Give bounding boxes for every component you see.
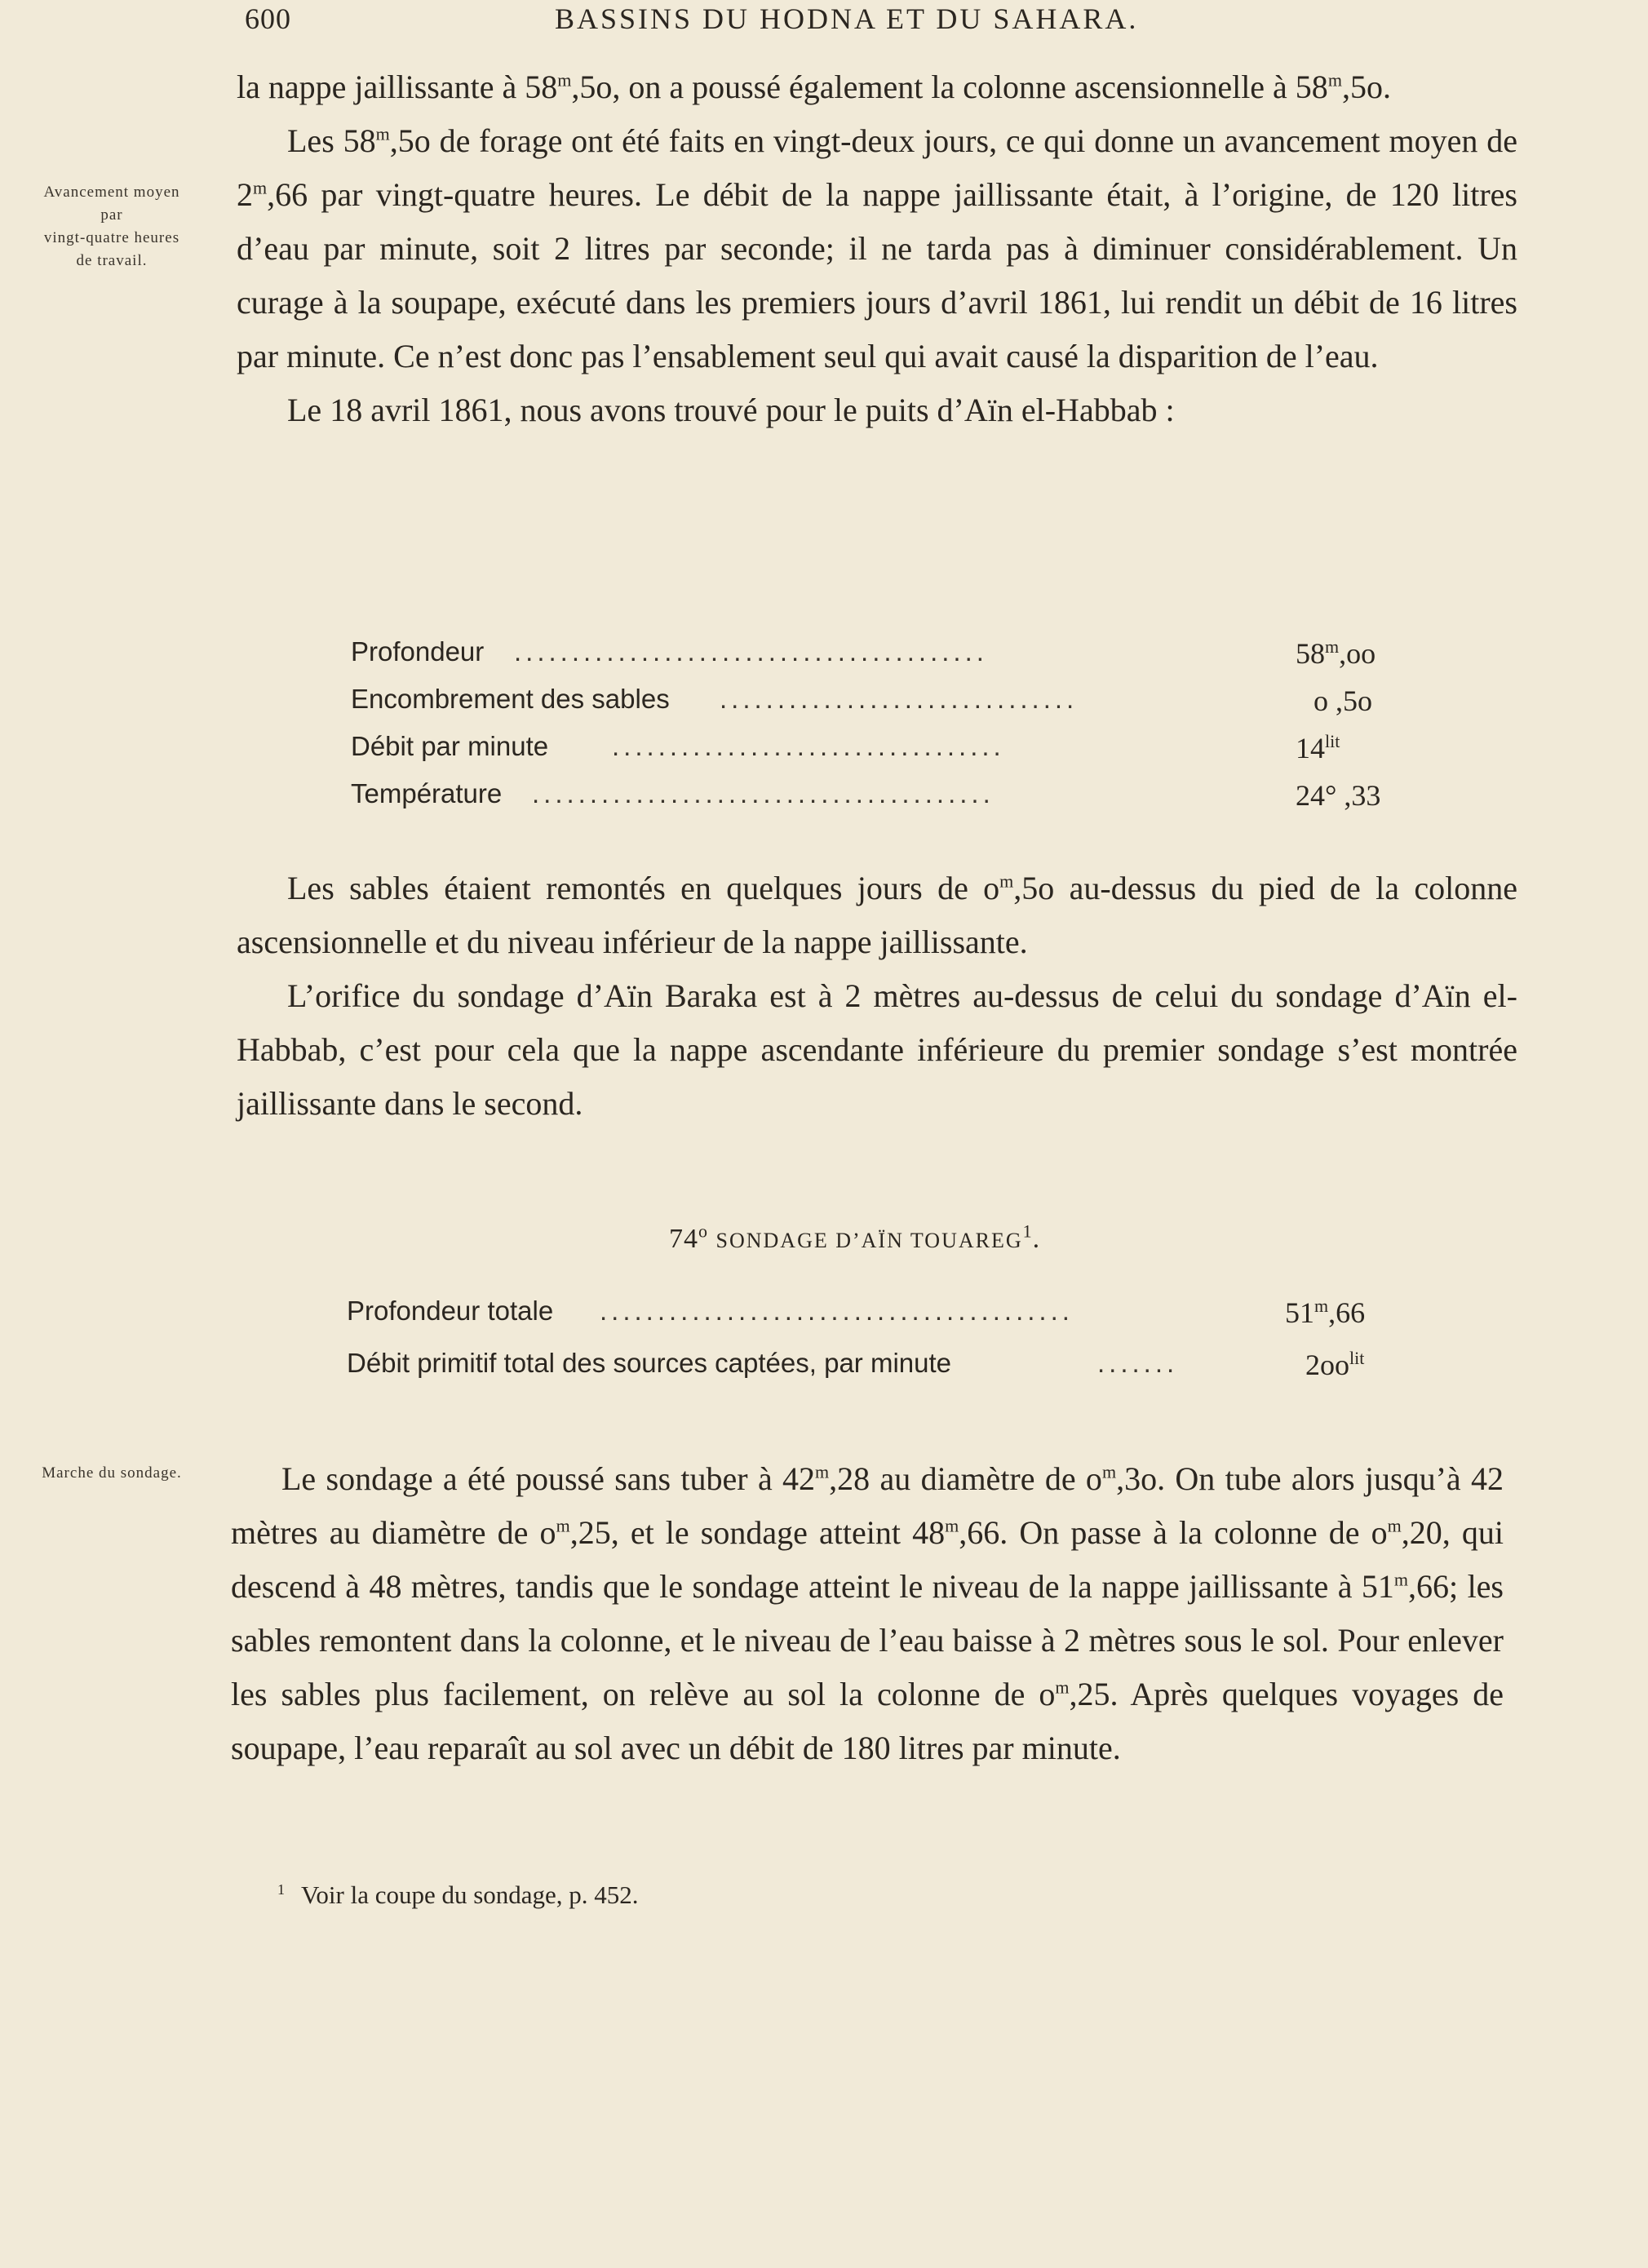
margin-note-avancement: Avancement moyen par vingt-quatre heures de travail. <box>43 184 180 269</box>
footnote: $^1$ Voir la coupe du sondage, p. 452. <box>277 1880 639 1909</box>
paragraph-2: Les 58$^m$,5o de forage ont été faits en vingt-deux jours, ce qui donne un avancement moyen de 2$^m$,66 par vingt-quatre heures. Le débit de la nappe jaillissante était, à l’origine, de 120 litres d’eau par minute, soit 2 litres par seconde; il ne tarda pas à diminuer considérablement. Un curage à la soupape, exécuté dans les premiers jours d’avril 1861, lui rendit un débit de 16 litres par minute. Ce n’est donc pas l’ensablement seul qui avait causé la disparition de l’eau. <box>237 122 1517 374</box>
table-row: Profondeur totale ......................................... 51$^m$,66 <box>347 1296 1366 1329</box>
paragraph-4: Les sables étaient remontés en quelques jours de $o^m,5o$ au-dessus du pied de la colonne ascensionnelle et du niveau inférieur de la nappe jaillissante. <box>237 870 1517 960</box>
body-text-middle <box>237 862 1517 1131</box>
table-row: Température ........................................ 24° ,33 <box>351 778 1381 812</box>
page-header <box>0 0 1648 41</box>
table-row: Débit par minute .................................. $14^{lit}$ <box>351 731 1340 764</box>
paragraph-3: Le 18 avril 1861, nous avons trouvé pour le puits d’Aïn el-Habbab : <box>287 392 1175 428</box>
section-heading: 74$^o$ SONDAGE D’AÏN TOUAREG$^1$. <box>669 1220 1041 1254</box>
body-text-upper <box>237 60 1517 437</box>
running-title: BASSINS DU HODNA ET DU SAHARA. <box>555 2 1139 35</box>
table-row: Débit primitif total des sources captées, par minute ....... $2oo^{lit}$ <box>347 1348 1365 1381</box>
paragraph-5: L’orifice du sondage d’Aïn Baraka est à 2 mètres au-dessus de celui du sondage d’Aïn el-Habbab, c’est pour cela que la nappe ascendante inférieure du premier sondage s’est montrée jaillissante dans le second. <box>237 977 1517 1122</box>
table-row: Profondeur ......................................... 58$^m$,oo <box>351 636 1376 670</box>
measurement-table-habbab <box>351 636 1403 826</box>
table-row: Encombrement des sables ............................... o ,5o <box>351 684 1372 717</box>
paragraph-1: la nappe jaillissante à 58$^m$,5o, on a poussé également la colonne ascensionnelle à 58$^m$,5o. <box>237 69 1391 105</box>
margin-note-marche: Marche du sondage. <box>42 1464 182 1482</box>
measurement-table-touareg <box>347 1296 1399 1395</box>
body-text-lower <box>231 1452 1504 1775</box>
paragraph-6: Le sondage a été poussé sans tuber à 42$^m$,28 au diamètre de $o^m,3o$. On tube alors jusqu’à 42 mètres au diamètre de $o^m,25$, et le sondage atteint 48$^m$,66. On passe à la colonne de $o^m,20$, qui descend à 48 mètres, tandis que le sondage atteint le niveau de la nappe jaillissante à 51$^m$,66; les sables remontent dans la colonne, et le niveau de l’eau baisse à 2 mètres sous le sol. Pour enlever les sables plus facilement, on relève au sol la colonne de $o^m,25$. Après quelques voyages de soupape, l’eau reparaît au sol avec un débit de 180 litres par minute. <box>231 1460 1504 1766</box>
page-number: 600 <box>245 2 291 35</box>
